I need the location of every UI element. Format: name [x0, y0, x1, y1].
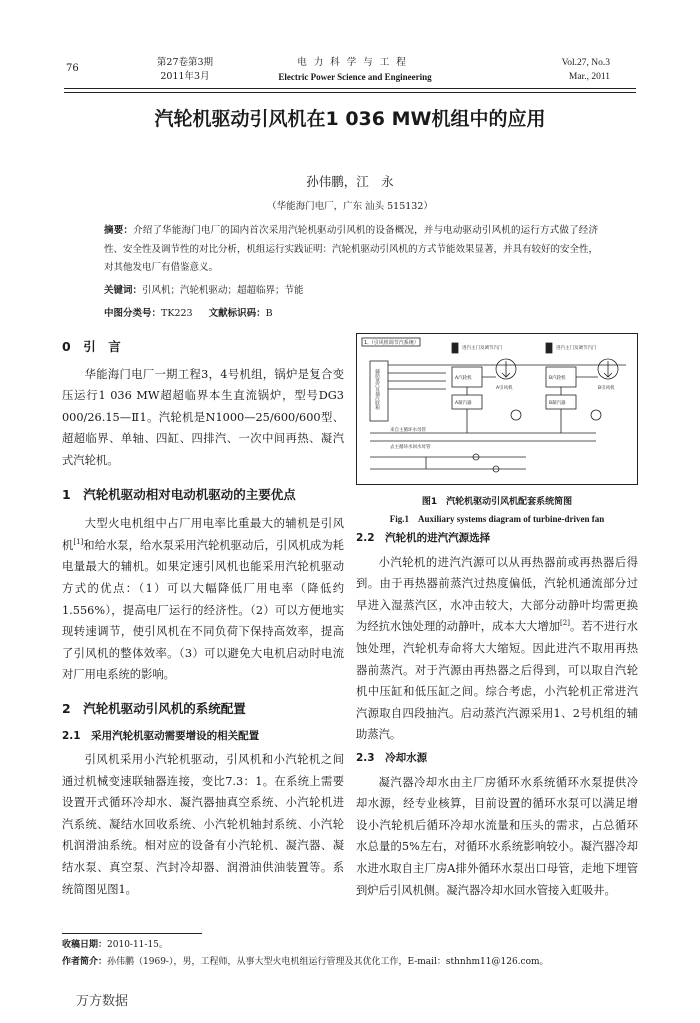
citation-2: [2]: [560, 619, 570, 628]
figure-turbine-a-label: A汽轮机: [455, 376, 472, 381]
pump-b-icon: [591, 410, 601, 420]
figure-frame: [357, 334, 638, 485]
abstract-text: 介绍了华能海门电厂的国内首次采用汽轮机驱动引风机的设备概况，并与电动驱动引风机的运行方式做了经济性、安全性及调节性的对比分析，机组运行实践证明：汽轮机驱动引风机的方式节能效果显著，并具有较好的安全性，对其他发电厂有借鉴意义。: [104, 225, 599, 273]
citation-1: [1]: [73, 537, 84, 546]
wanfang-watermark: 万方数据: [76, 994, 129, 1009]
valve-b-icon: [546, 343, 552, 353]
section-1-paragraph: 大型火电机组中占厂用电率比重最大的辅机是引风机[1]和给水泵，给水泵采用汽轮机驱动后，引风机成为耗电量最大的辅机。如果定速引风机也能采用汽轮机驱动方式的优点：（1）可以大幅降低厂用电率（降低约1.556%），提高电厂运行的经济性。（2）可以方便地实现转速调节，使引风机在不同负荷下保持高效率，提高了引风机的整体效率。（3）可以避免大电机启动时电流对厂用电系统的影响。: [62, 517, 344, 682]
paper-affiliation: （华能海门电厂，广东 汕头 515132）: [267, 201, 433, 212]
left-column: [62, 336, 344, 900]
journal-issue: 第27卷第3期 2011年3月: [156, 57, 214, 82]
abstract-label: 摘要：: [104, 225, 134, 236]
header-rule-thick: [64, 88, 636, 89]
footnote-rule: [62, 933, 202, 934]
keywords: [104, 282, 304, 296]
section-2-title: 2 汽轮机驱动引风机的系统配置: [62, 700, 246, 716]
figure-steam-b-label: 进汽主门及调节汽门: [556, 346, 597, 351]
doc-code-label: 文献标识码：: [208, 308, 266, 319]
section-2-1-paragraph: 引风机采用小汽轮机驱动，引风机和小汽轮机之间通过机械变速联轴器连接，变比7.3：1。在系统上需要设置开式循环冷却水、凝汽器抽真空系统、小汽轮机进汽系统、凝结水回收系统、小汽轮机轴封系统、小汽轮机润滑油系统。相对应的设备有小汽轮机、凝汽器、凝结水泵、真空泵、汽封冷却器、润滑油供油装置等。系统简图见图1。: [62, 753, 344, 896]
figure-caption-cn: 图1 汽轮机驱动引风机配套系统简图: [421, 497, 573, 507]
figure-caption-en: Fig.1 Auxiliary systems diagram of turbine-driven fan: [389, 514, 605, 524]
figure-top-box-label: 1.（引风机调节汽系统）: [364, 340, 419, 346]
doc-code-value: B: [265, 308, 273, 319]
keywords-text: 引风机；汽轮机驱动；超超临界；节能: [142, 285, 304, 296]
footnote-received: 收稿日期：2010-11-15。: [62, 940, 168, 950]
abstract: [104, 222, 598, 278]
section-1-title: 1 汽轮机驱动相对电动机驱动的主要优点: [62, 486, 296, 502]
figure-cooling-lines: [370, 433, 596, 441]
section-2-1-title: 2.1 采用汽轮机驱动需要增设的相关配置: [62, 729, 260, 742]
figure-1-diagram: [356, 333, 638, 485]
figure-fan-a-label: A引风机: [496, 386, 513, 391]
classification: [104, 305, 273, 319]
section-2-3-paragraph: 凝汽器冷却水由主厂房循环水系统循环水泵提供冷却水源，经专业核算，目前设置的循环水泵可以满足增设小汽轮机后循环冷却水流量和压头的需求，占总循环水总量的5%左右，对循环水系统影响较小。凝汽器冷却水进水取自主厂房A排外循环水泵出口母管，走地下埋管到炉后引风机侧。凝汽器冷却水回水管接入虹吸井。: [356, 775, 638, 897]
keywords-label: 关键词：: [104, 285, 143, 296]
section-2-3-title: 2.3 冷却水源: [356, 751, 428, 764]
section-2-2-title: 2.2 汽轮机的进汽汽源选择: [356, 532, 491, 544]
clc-value: TK223: [161, 308, 193, 319]
page-number: 76: [66, 63, 79, 74]
journal-volume: Vol.27, No.3 Mar., 2011: [561, 58, 610, 82]
section-2-2-paragraph: 小汽轮机的进汽汽源可以从再热器前或再热器后得到。由于再热器前蒸汽过热度偏低，汽轮机通流部分过早进入湿蒸汽区，水冲击较大，大部分动静叶均需更换为经抗水蚀处理的动静叶，成本大大增加[2]。若不进行水蚀处理，汽轮机寿命将大大缩短。因此进汽不取用再热器前蒸汽。对于汽源由再热器之后得到，可以取自汽轮机中压缸和低压缸之间。综合考虑，小汽轮机正常进汽汽源取自四段抽汽。启动蒸汽汽源采用1、2号机组的辅助蒸汽。: [356, 555, 638, 742]
clc-label: 中图分类号：: [104, 308, 162, 319]
section-0-paragraph: 华能海门电厂一期工程3，4号机组，锅炉是复合变压运行1 036 MW超超临界本生直流锅炉，型号DG3 000/26.15—Ⅱ1。汽轮机是N1000—25/600/600型、超超临界、单轴、四缸、四排汽、一次中间再热、凝汽式汽轮机。: [62, 367, 344, 467]
figure-steam-a-label: 进汽主门及调节汽门: [462, 346, 503, 351]
figure-left-box-label: 辅助蒸汽及抽汽联箱: [374, 369, 380, 410]
right-column: [356, 528, 638, 901]
figure-cw-out-label: 去主循环水回水母管: [390, 445, 431, 450]
figure-cond-b-label: B凝汽器: [549, 401, 566, 406]
header-rule-thin: [64, 92, 636, 93]
paper-title: 汽轮机驱动引风机在1 036 MW机组中的应用: [154, 108, 546, 130]
figure-cond-a-label: A凝汽器: [455, 401, 472, 406]
section-0-title: 0 引 言: [62, 339, 121, 354]
pump-a-icon: [511, 410, 521, 420]
figure-cw-in-label: 来自主循环水母管: [390, 428, 426, 433]
footnote-author: 作者简介：孙伟鹏（1969-），男，工程师，从事大型火电机组运行管理及其优化工作，E-mail：sthnhm11@126.com。: [62, 957, 549, 967]
paper-authors: 孙伟鹏，江 永: [306, 174, 394, 189]
journal-name: 电力科学与工程 Electric Power Science and Engineering: [278, 57, 432, 82]
figure-turbine-b-label: B汽轮机: [549, 376, 566, 381]
valve-a-icon: [452, 343, 458, 353]
figure-fan-b-label: B引风机: [598, 386, 615, 391]
